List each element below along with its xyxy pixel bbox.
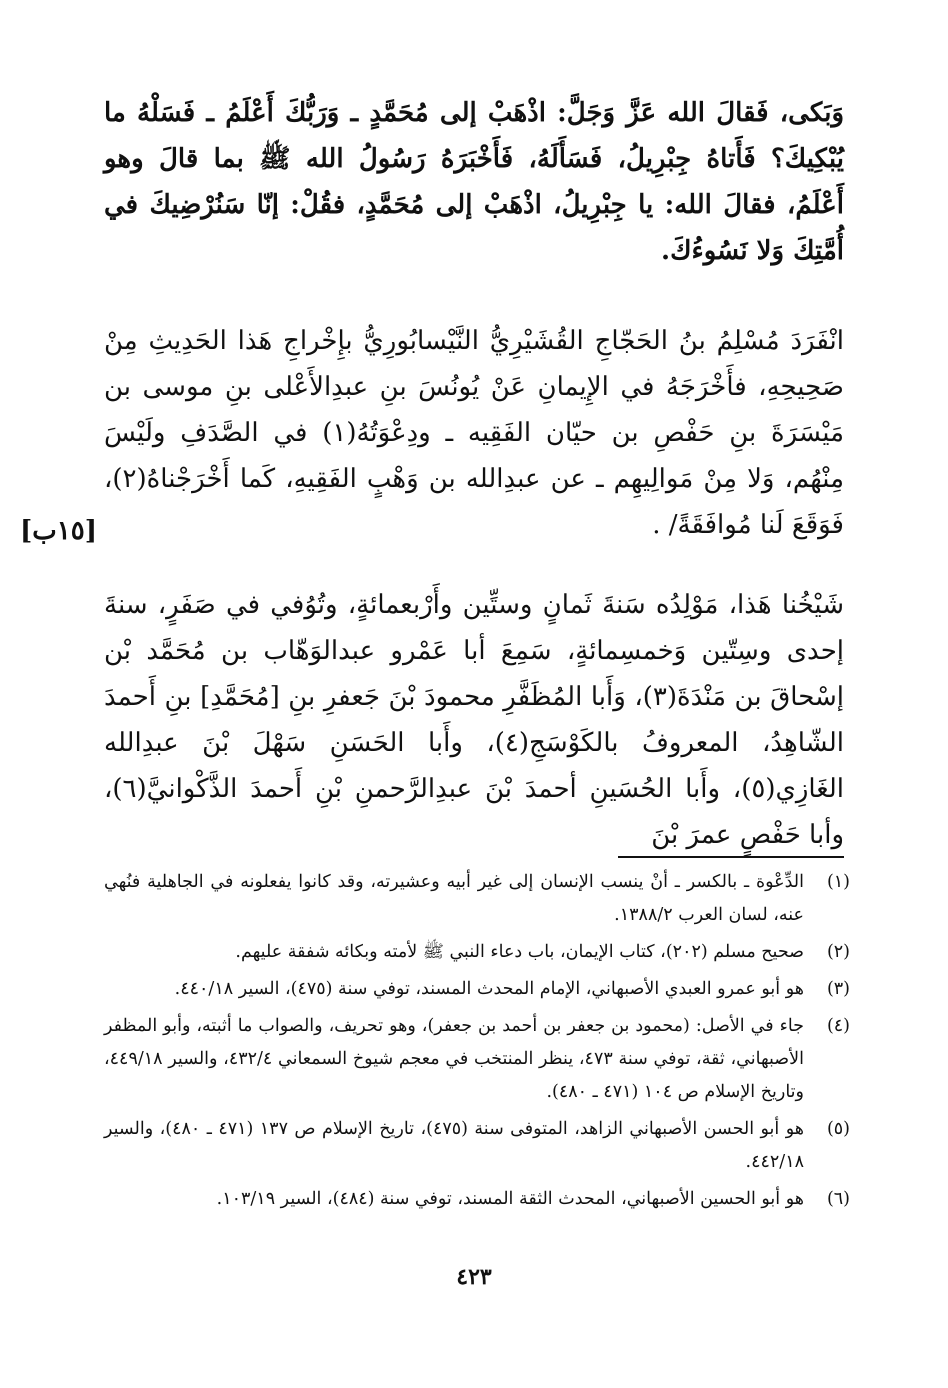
page-number: ٤٢٣ bbox=[456, 1264, 492, 1290]
footnote-separator bbox=[618, 856, 844, 858]
footnote-5 bbox=[104, 1113, 850, 1179]
footnote-1 bbox=[104, 866, 850, 932]
folio-marker: [١٥ب] bbox=[20, 516, 98, 546]
footnote-4 bbox=[104, 1010, 850, 1109]
footnote-2 bbox=[104, 936, 850, 969]
footnote-text: هو أبو الحسين الأصبهاني، المحدث الثقة المسند، توفي سنة (٤٨٤)، السير ١٠٣/١٩. bbox=[216, 1189, 804, 1209]
footnote-number: (٢) bbox=[826, 942, 850, 962]
body-paragraph-biography: شَيْخُنا هَذا، مَوْلِدُه سَنةَ ثَمانٍ وستِّين وأَرْبعمائةٍ، وتُوُفي في صَفَرٍ، سنةَ إحدى وسِتّين وَخمسِمائةٍ، سَمِعَ أبا عَمْرو عبدالوَهّاب بن مُحَمَّد بْن إسْحاقَ بن مَنْدَةَ(٣)، وَأَبا المُظَفَّرِ محمودَ بْنَ جَعفرِ بنِ [مُحَمَّدِ] بنِ أَحمدَ الشّاهِدُ، المعروفُ بالكَوْسَجِ(٤)، وأَبا الحَسَنِ سَهْلَ بْنَ عبدِالله الغَازِي(٥)، وأَبا الحُسَينِ أحمدَ بْنَ عبدِالرَّحمنِ بْنِ أَحمدَ الذَّكْوانيَّ(٦)، وأبا حَفْصٍ عمرَ بْنَ bbox=[104, 590, 844, 850]
body-paragraph-takhrij: انْفَرَدَ مُسْلِمُ بنُ الحَجّاجِ القُشَيْرِيُّ النَّيْسابُورِيُّ بإِخْراجِ هَذا الحَدِيثِ مِنْ صَحِيحِهِ، فأَخْرَجَهُ في الإِيمانِ عَنْ يُونُسَ بنِ عبدِالأَعْلى بنِ موسى بن مَيْسَرَةَ بنِ حَفْصِ بن حيّان الفَقِيه ـ ودِعْوَتُهُ(١) في الصَّدَفِ ولَيْسَ مِنْهُم، وَلا مِنْ مَوالِيهِم ـ عن عبدِالله بن وَهْبٍ الفَقِيهِ، كَما أَخْرَجْناهُ(٢)، فَوَقَعَ لَنا مُوافَقَةً/ . bbox=[104, 326, 844, 540]
footnote-number: (٥) bbox=[826, 1119, 850, 1139]
footnotes-list bbox=[104, 866, 850, 1220]
footnote-number: (٤) bbox=[826, 1016, 850, 1036]
footnote-text: جاء في الأصل: (محمود بن جعفر بن أحمد بن جعفر)، وهو تحريف، والصواب ما أثبته، وأبو المظفر الأصبهاني، ثقة، توفي سنة ٤٧٣، ينظر المنتخب في معجم شيوخ السمعاني ٤٣٢/٤، والسير ٤٤٩/١٨، وتاريخ الإسلام ص ١٠٤ (٤٧١ ـ ٤٨٠). bbox=[104, 1016, 804, 1102]
footnote-number: (٦) bbox=[826, 1189, 850, 1209]
footnote-text: صحيح مسلم (٢٠٢)، كتاب الإيمان، باب دعاء النبي ﷺ لأمته وبكائه شفقة عليهم. bbox=[235, 942, 804, 962]
body-paragraph-hadith-text: وَبَكى، فَقالَ الله عَزَّ وَجَلَّ: اذْهَبْ إلى مُحَمَّدٍ ـ وَرَبُّكَ أَعْلَمُ ـ فَسَلْهُ ما يُبْكِيكَ؟ فَأَتاهُ جِبْرِيلُ، فَسَأَلَهُ، فَأَخْبَرَهُ رَسُولُ الله ﷺ بما قالَ وهو أَعْلَمُ، فقالَ الله: يا جِبْرِيلُ، اذْهَبْ إلى مُحَمَّدٍ، فقُلْ: إنّا سَنُرْضِيكَ في أُمَّتِكَ وَلا نَسُوءُكَ. bbox=[104, 98, 844, 266]
footnote-number: (١) bbox=[826, 872, 850, 892]
footnote-6 bbox=[104, 1183, 850, 1216]
footnote-text: هو أبو الحسن الأصبهاني الزاهد، المتوفى سنة (٤٧٥)، تاريخ الإسلام ص ١٣٧ (٤٧١ ـ ٤٨٠)، والسير ٤٤٢/١٨. bbox=[104, 1119, 804, 1172]
footnote-number: (٣) bbox=[826, 979, 850, 999]
footnote-text: الدِّعْوة ـ بالكسر ـ أنْ ينسب الإنسان إلى غير أبيه وعشيرته، وقد كانوا يفعلونه في الجاهلية فنُهي عنه، لسان العرب ١٣٨٨/٢. bbox=[104, 872, 804, 925]
footnote-text: هو أبو عمرو العبدي الأصبهاني، الإمام المحدث المسند، توفي سنة (٤٧٥)، السير ٤٤٠/١٨. bbox=[174, 979, 804, 999]
footnote-3 bbox=[104, 973, 850, 1006]
